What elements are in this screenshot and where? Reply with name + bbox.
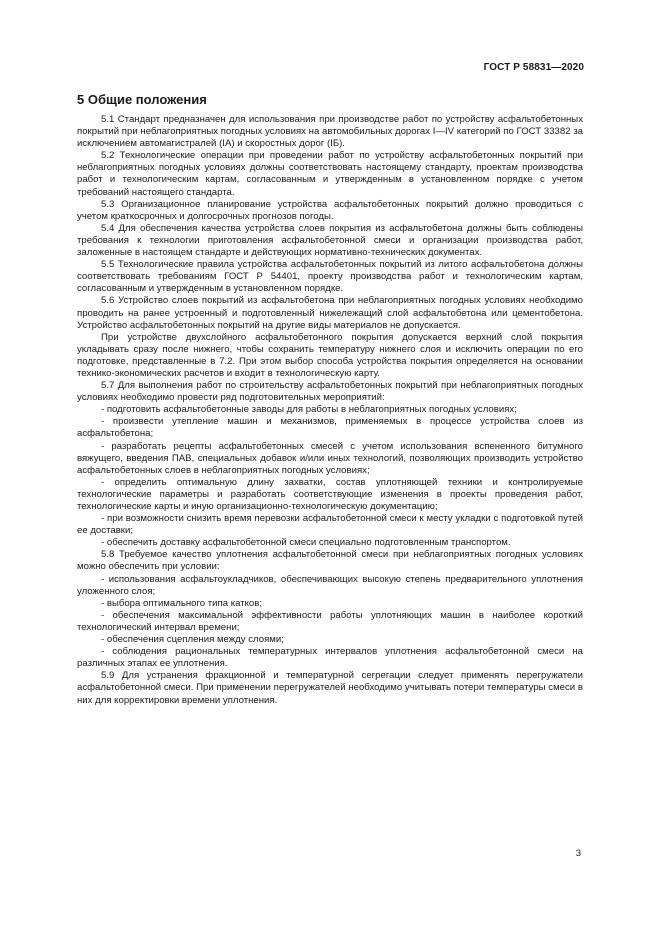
list-item: - подготовить асфальтобетонные заводы для работы в неблагоприятных погодных условиях; xyxy=(101,404,517,416)
paragraph-5-6: 5.6 Устройство слоев покрытий из асфальтобетона при неблагоприятных погодных условиях необходимо проводить на ранее устроенный и подготовленный нижележащий слой асфальтобетона или цементобетона. Устройство асфальтобетонных покрытий на другие виды материалов не допускается. xyxy=(77,295,583,331)
section-body xyxy=(77,114,583,707)
list-item: - обеспечения максимальной эффективности работы уплотняющих машин в наиболее короткий технологический интервал времени; xyxy=(77,609,583,633)
list-item: - разработать рецепты асфальтобетонных смесей с учетом использования вспененного битумного вяжущего, введения ПАВ, специальных добавок и/или иных технологий, позволяющих производить устройство асфальтобетонных слоев в неблагоприятных погодных условиях; xyxy=(77,440,583,476)
paragraph-5-5: 5.5 Технологические правила устройства асфальтобетонных покрытий из литого асфальтобетона должны соответствовать требованиям ГОСТ Р 54401, проекту производства работ и технологическим картам, согласованным и утвержденным в установленном порядке. xyxy=(77,259,583,295)
paragraph-5-3: 5.3 Организационное планирование устройства асфальтобетонных покрытий должно проводиться с учетом краткосрочных и долгосрочных прогнозов погоды. xyxy=(77,198,583,222)
list-item: - определить оптимальную длину захватки, состав уплотняющей техники и контролируемые технологические параметры и разработать соответствующие изменения в проекты проведения работ, технологические карты и иную организационно-технологическую документацию; xyxy=(77,476,583,512)
paragraph-5-1: 5.1 Стандарт предназначен для использования при производстве работ по устройству асфальтобетонных покрытий при неблагоприятных погодных условиях на автомобильных дорогах I—IV категорий по ГОСТ 33382 за исключением автомагистралей (IA) и скоростных дорог (IБ). xyxy=(77,114,583,150)
list-item: - выбора оптимального типа катков; xyxy=(101,597,263,609)
standard-code: ГОСТ Р 58831—2020 xyxy=(483,62,584,73)
paragraph-5-6-cont: При устройстве двухслойного асфальтобетонного покрытия допускается верхний слой покрытия укладывать сразу после нижнего, чтобы сохранить температуру нижнего слоя и исключить операции по его подготовке, представленные в 7.2. При этом выбор способа устройства покрытия определяется на основании технико-экономических расчетов и входит в технологическую карту. xyxy=(77,331,583,379)
list-item: - при возможности снизить время перевозки асфальтобетонной смеси к месту укладки с подготовкой путей ее доставки; xyxy=(77,513,583,537)
list-item: - произвести утепление машин и механизмов, применяемых в процессе устройства слоев из асфальтобетона; xyxy=(77,416,583,440)
paragraph-5-2: 5.2 Технологические операции при проведении работ по устройству асфальтобетонных покрытий при неблагоприятных погодных условиях должны соответствовать настоящему стандарту, проектам производства работ и технологическим картам, согласованным и утвержденным в установленном порядке с учетом требований настоящего стандарта. xyxy=(77,150,583,198)
list-item: - обеспечения сцепления между слоями; xyxy=(101,634,284,646)
list-item: - использования асфальтоукладчиков, обеспечивающих высокую степень предварительного уплотнения уложенного слоя; xyxy=(77,573,583,597)
paragraph-5-9: 5.9 Для устранения фракционной и температурной сегрегации следует применять перегружатели асфальтобетонной смеси. При применении перегружателей необходимо учитывать потери температуры смеси в них для корректировки времени уплотнения. xyxy=(77,670,583,706)
list-item: - обеспечить доставку асфальтобетонной смеси специально подготовленным транспортом. xyxy=(101,537,511,549)
paragraph-5-8: 5.8 Требуемое качество уплотнения асфальтобетонной смеси при неблагоприятных погодных условиях можно обеспечить при условии: xyxy=(77,549,583,573)
paragraph-5-4: 5.4 Для обеспечения качества устройства слоев покрытия из асфальтобетона должны быть соблюдены требования к технологии приготовления асфальтобетонной смеси и организации производства работ, заложенные в настоящем стандарте и действующих нормативно-технических документах. xyxy=(77,222,583,259)
page-number: 3 xyxy=(575,848,581,859)
paragraph-5-7: 5.7 Для выполнения работ по строительству асфальтобетонных покрытий при неблагоприятных погодных условиях необходимо провести ряд подготовительных мероприятий: xyxy=(77,380,583,404)
section-title: 5 Общие положения xyxy=(77,92,207,107)
list-item: - соблюдения рациональных температурных интервалов уплотнения асфальтобетонной смеси на различных этапах ее уплотнения. xyxy=(77,646,583,670)
